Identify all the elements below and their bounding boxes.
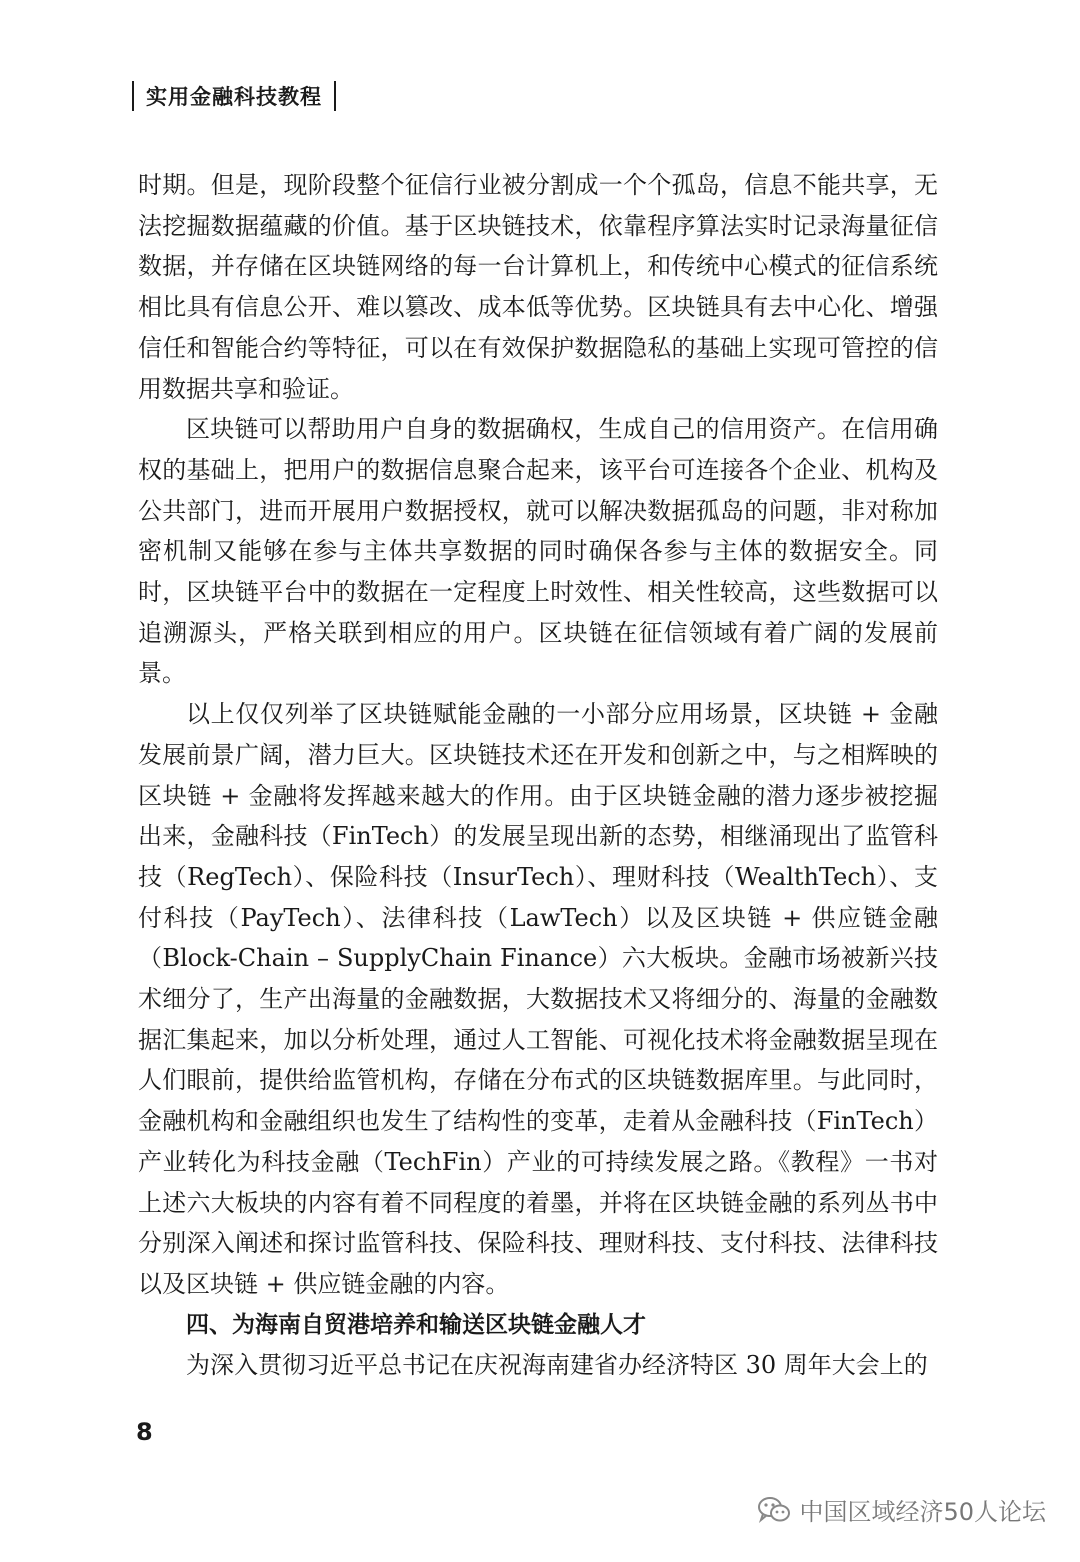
wechat-icon xyxy=(757,1495,791,1525)
running-head-right-rule xyxy=(334,81,336,111)
watermark-text: 中国区域经济50人论坛 xyxy=(799,1498,1046,1526)
paragraph-continued: 时期。但是，现阶段整个征信行业被分割成一个个孤岛，信息不能共享，无法挖掘数据蕴藏的价值。基于区块链技术，依靠程序算法实时记录海量征信数据，并存储在区块链网络的每一台计算机上，和传统中心模式的征信系统相比具有信息公开、难以篡改、成本低等优势。区块链具有去中心化、增强信任和智能合约等特征，可以在有效保护数据隐私的基础上实现可管控的信用数据共享和验证。 xyxy=(138,171,938,403)
section-heading: 四、为海南自贸港培养和输送区块链金融人才 xyxy=(186,1311,646,1338)
watermark xyxy=(757,1492,1046,1527)
body-text xyxy=(138,165,938,1386)
paragraph: 区块链可以帮助用户自身的数据确权，生成自己的信用资产。在信用确权的基础上，把用户的数据信息聚合起来，该平台可连接各个企业、机构及公共部门，进而开展用户数据授权，就可以解决数据孤岛的问题，非对称加密机制又能够在参与主体共享数据的同时确保各参与主体的数据安全。同时，区块链平台中的数据在一定程度上时效性、相关性较高，这些数据可以追溯源头，严格关联到相应的用户。区块链在征信领域有着广阔的发展前景。 xyxy=(138,415,938,688)
paragraph: 为深入贯彻习近平总书记在庆祝海南建省办经济特区 30 周年大会上的 xyxy=(186,1351,928,1380)
paragraph: 以上仅仅列举了区块链赋能金融的一小部分应用场景，区块链 + 金融发展前景广阔，潜力巨大。区块链技术还在开发和创新之中，与之相辉映的区块链 + 金融将发挥越来越大的作用。由于区块链金融的潜力逐步被挖掘出来，金融科技（FinTech）的发展呈现出新的态势，相继涌现出了监管科技（RegTech）、保险科技（InsurTech）、理财科技（WealthTech）、支付科技（PayTech）、法律科技（LawTech）以及区块链 + 供应链金融（Block-Chain – SupplyChain Finance）六大板块。金融市场被新兴技术细分了，生产出海量的金融数据，大数据技术又将细分的、海量的金融数据汇集起来，加以分析处理，通过人工智能、可视化技术将金融数据呈现在人们眼前，提供给监管机构，存储在分布式的区块链数据库里。与此同时，金融机构和金融组织也发生了结构性的变革，走着从金融科技（FinTech）产业转化为科技金融（TechFin）产业的可持续发展之路。《教程》一书对上述六大板块的内容有着不同程度的着墨，并将在区块链金融的系列丛书中分别深入阐述和探讨监管科技、保险科技、理财科技、支付科技、法律科技以及区块链 + 供应链金融的内容。 xyxy=(138,700,938,1298)
book-title: 实用金融科技教程 xyxy=(146,85,322,109)
page-number: 8 xyxy=(136,1418,153,1446)
running-head xyxy=(132,74,336,118)
